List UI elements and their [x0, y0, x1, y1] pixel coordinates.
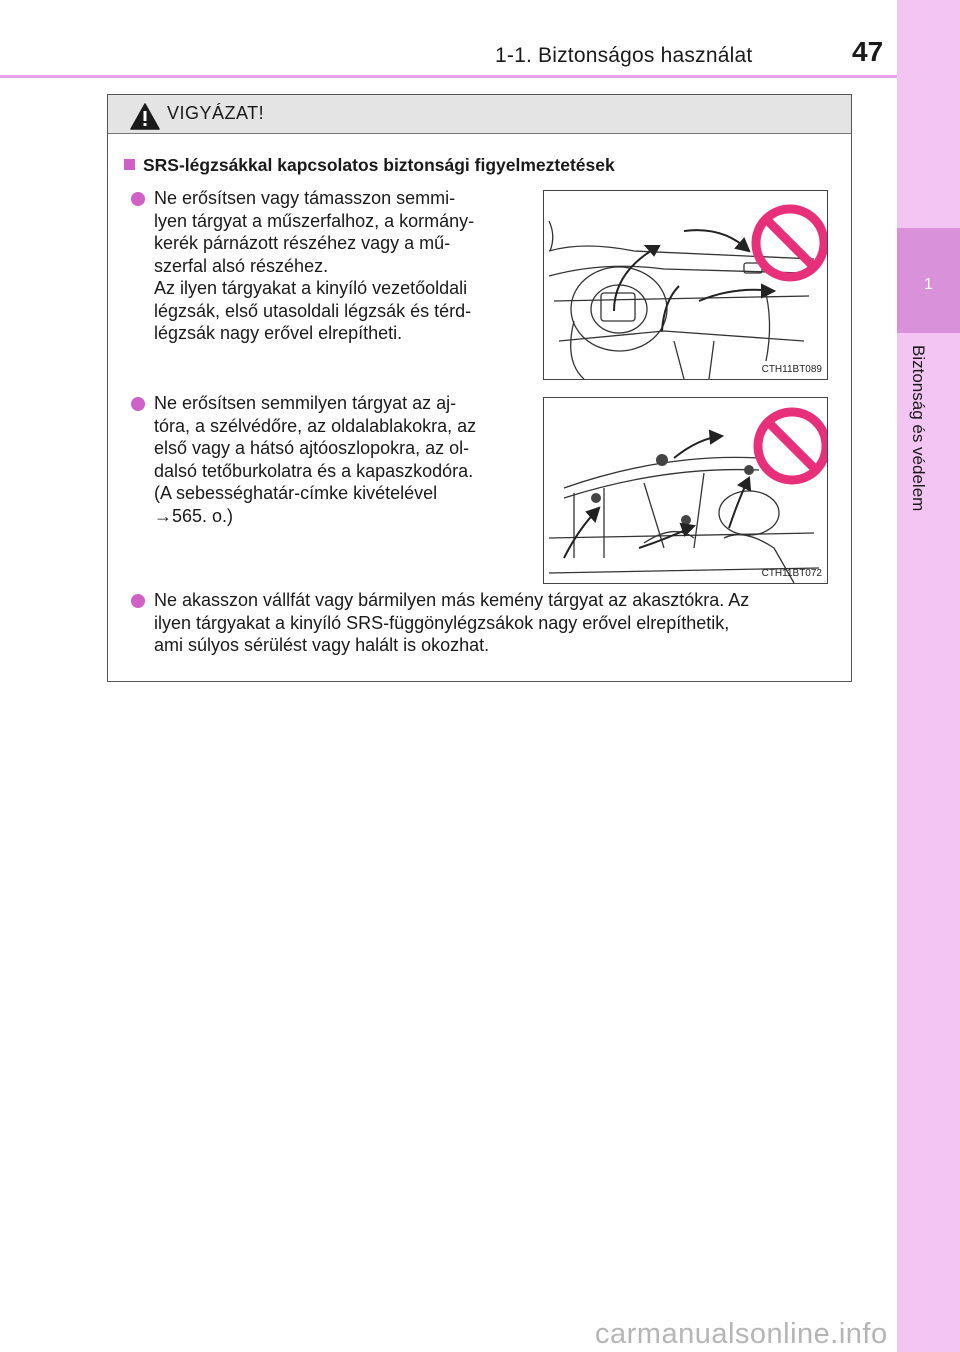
figure-code: CTH11BT089	[761, 364, 822, 375]
text-line: légzsák nagy erővel elrepítheti.	[154, 323, 403, 343]
page-number: 47	[852, 36, 884, 67]
dashboard-figure	[543, 190, 828, 380]
section-heading-text: SRS-légzsákkal kapcsolatos biztonsági figyelmeztetések	[143, 155, 615, 175]
text-line: légzsák, első utasoldali légzsák és térd-	[154, 300, 472, 321]
dashboard-illustration	[544, 191, 827, 379]
page-reference: →565. o.)	[154, 505, 234, 526]
text-line: Ne erősítsen vagy támasszon semmi-	[154, 188, 456, 208]
text-line: dalsó tetőburkolatra és a kapaszkodóra.	[154, 460, 474, 481]
text-line: Ne erősítsen semmilyen tárgyat az aj-	[154, 393, 457, 413]
figure-code: CTH11BT072	[761, 568, 822, 579]
warning-paragraph-2	[154, 392, 519, 527]
warning-paragraph-1	[154, 187, 519, 345]
text-line: Az ilyen tárgyakat a kinyíló vezetőoldali	[154, 278, 468, 298]
bullet-icon	[131, 192, 145, 206]
text-line: lyen tárgyat a műszerfalhoz, a kormány-	[154, 210, 475, 231]
text-line: első vagy a hátsó ajtóoszlopokra, az ol-	[154, 438, 470, 458]
text-line: szerfal alsó részéhez.	[154, 255, 329, 276]
text-line: Ne akasszon vállfát vagy bármilyen más kemény tárgyat az akasztókra. Az	[154, 590, 750, 610]
section-heading	[124, 155, 615, 176]
warning-triangle-icon	[130, 103, 160, 130]
square-bullet-icon	[124, 159, 135, 170]
header-rule	[0, 75, 897, 78]
text-line: ami súlyos sérülést vagy halált is okozhat.	[154, 635, 490, 655]
watermark: carmanualsonline.info	[595, 1318, 888, 1350]
bullet-icon	[131, 594, 145, 608]
cabin-figure	[543, 397, 828, 584]
warning-paragraph-3	[154, 589, 842, 657]
chapter-number: 1	[924, 276, 933, 293]
chapter-side-tab	[897, 0, 960, 1352]
bullet-icon	[131, 397, 145, 411]
text-line: kerék párnázott részéhez vagy a mű-	[154, 233, 451, 253]
cabin-illustration	[544, 398, 827, 583]
chapter-title: Biztonság és védelem	[909, 345, 928, 512]
caution-label: VIGYÁZAT!	[167, 103, 265, 123]
text-line: ilyen tárgyakat a kinyíló SRS-függönylégzsákok nagy erővel elrepíthetik,	[154, 612, 730, 633]
section-title: 1-1. Biztonságos használat	[495, 44, 753, 67]
text-line: tóra, a szélvédőre, az oldalablakokra, az	[154, 415, 477, 436]
text-line: (A sebességhatár-címke kivételével	[154, 483, 438, 503]
